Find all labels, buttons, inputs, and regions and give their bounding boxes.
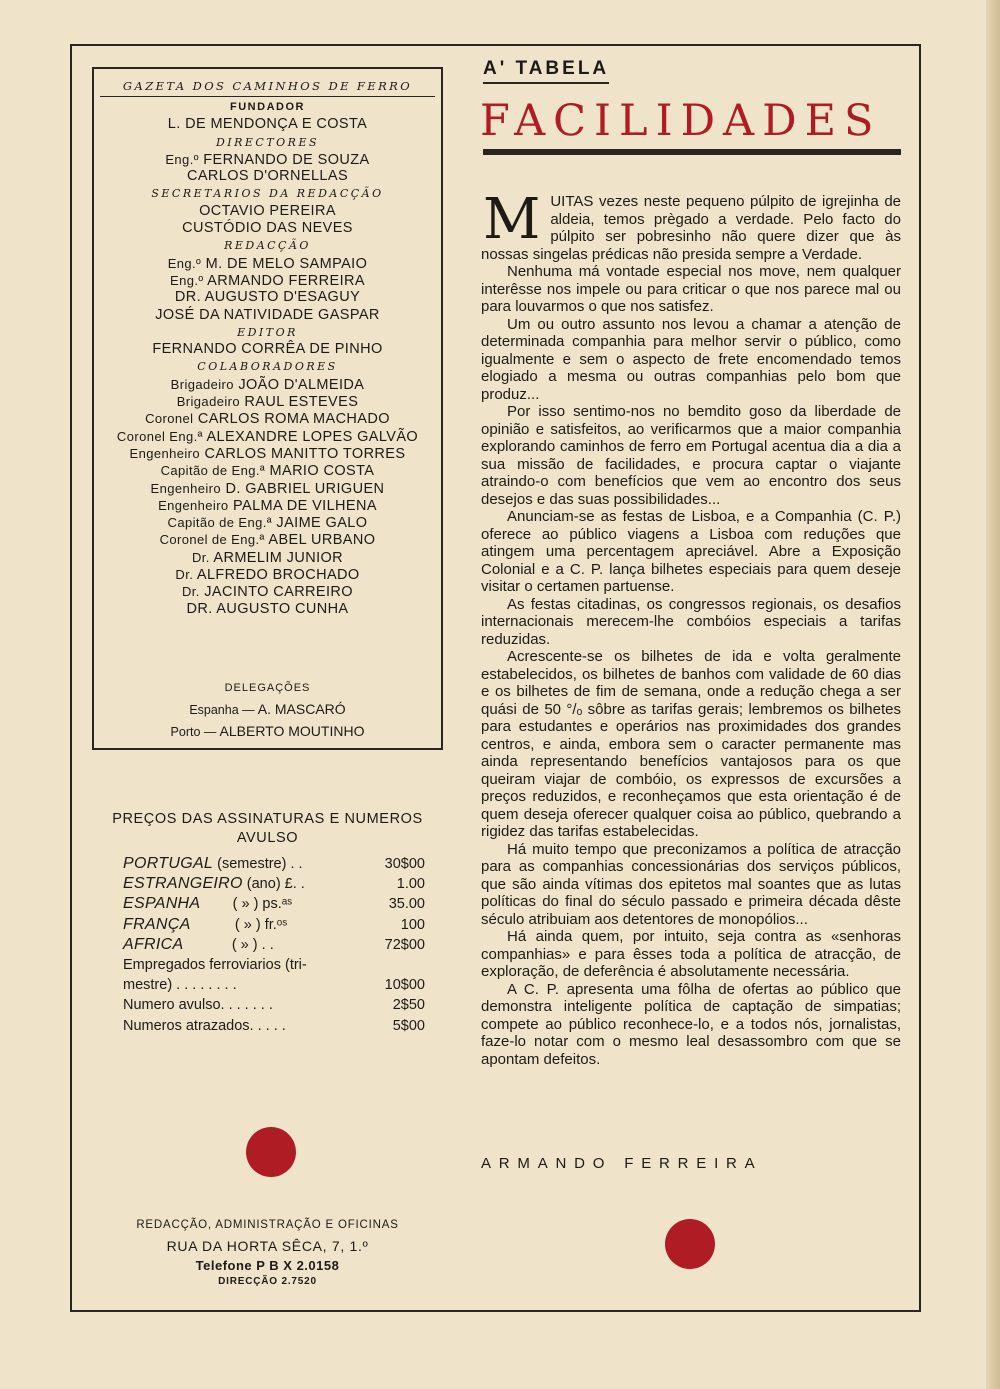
section-label: A' TABELA (483, 58, 609, 84)
price-row (123, 874, 425, 894)
masthead-staff-name (94, 272, 441, 289)
staff-text: FERNANDO CORRÊA DE PINHO (152, 341, 383, 358)
article-headline: FACILIDADES (480, 96, 882, 146)
paragraph-text: Anunciam-se as festas de Lisboa, e a Companhia (C. P.) oferece ao público viagens a Lisboa com reduções que atingem uma percentagem apreciável. Abre a Exposição Colonial e a C. P. lança bilhetes especiais para quem deseje visitar o certamen partuense. (481, 508, 901, 595)
price-period: ( » ) . . (183, 936, 274, 953)
staff-title-prefix: Capitão de Eng.ª (160, 463, 266, 479)
staff-text: MARIO COSTA (269, 463, 375, 480)
masthead-staff-name (94, 203, 441, 220)
staff-text: EDITOR (237, 325, 298, 339)
price-row (123, 995, 425, 1015)
article-paragraph (481, 403, 901, 508)
staff-text: CARLOS MANITTO TORRES (204, 445, 406, 462)
price-region: PORTUGAL (123, 855, 214, 872)
masthead-staff-name (94, 462, 441, 479)
price-value: 10$00 (384, 977, 425, 994)
price-period: mestre) . . . . . . . . (123, 977, 237, 994)
delegation-place: Porto — (170, 725, 217, 739)
staff-text: FUNDADOR (230, 101, 305, 113)
staff-text: L. DE MENDONÇA E COSTA (167, 116, 368, 133)
masthead-role-heading (94, 134, 441, 151)
article-paragraph (481, 648, 901, 841)
price-value: 1.00 (396, 876, 425, 893)
staff-title-prefix: Coronel (145, 411, 194, 427)
staff-title-prefix: Engenheiro (158, 497, 229, 513)
price-period: Empregados ferroviarios (tri- (123, 957, 307, 973)
masthead-staff-name (94, 566, 441, 583)
price-value: 100 (400, 916, 425, 933)
masthead-staff-name (94, 168, 441, 185)
staff-title-prefix: Engenheiro (129, 445, 201, 461)
masthead-staff-name (94, 445, 441, 462)
article-paragraph (481, 316, 901, 404)
price-label (123, 975, 237, 995)
price-label (123, 874, 305, 894)
price-label (123, 995, 273, 1015)
red-ornament-dot (665, 1219, 715, 1269)
masthead-staff-name (94, 289, 441, 306)
price-row (123, 854, 425, 874)
masthead-staff-name (94, 393, 441, 410)
delegation-line (92, 720, 443, 742)
paragraph-text: Há ainda quem, por intuito, seja contra as «senhoras companhias» e para êsses toda a política de atracção, de exploração, de deferência é absolutamente necessária. (481, 928, 901, 980)
masthead-staff-list (94, 99, 441, 618)
price-value: 35.00 (388, 896, 425, 913)
staff-title-prefix: Dr. (182, 584, 200, 600)
masthead-staff-name (94, 480, 441, 497)
price-row (123, 915, 425, 935)
masthead-staff-name (94, 255, 441, 272)
price-row (123, 955, 425, 975)
price-label (123, 935, 274, 955)
masthead-staff-name (94, 583, 441, 600)
staff-text: ALFREDO BROCHADO (196, 567, 360, 584)
article-paragraph (481, 596, 901, 649)
article-body (481, 187, 901, 1068)
staff-title-prefix: Dr. (191, 549, 210, 565)
staff-title-prefix: Eng.º (167, 255, 202, 271)
paragraph-text: Um ou outro assunto nos levou a chamar a atenção de determinada companhia para melhor servir o público, como igualmente e sem o aspecto de frete encomendado temos elogiado a mesma ou outras companhias pelo bom que produz... (481, 315, 901, 403)
staff-text: JOÃO D'ALMEIDA (238, 376, 365, 393)
price-row (123, 1016, 425, 1036)
price-region: FRANÇA (123, 915, 191, 933)
paragraph-text: Acrescente-se os bilhetes de ida e volta geralmente estabelecidos, os bilhetes de banhos com validade de 60 dias e os bilhetes de fim de semana, onde a redução chega a ser quási de 50 °/ₒ sôbre as tarifas gerais; lembremos os bilhetes para estudantes e operários nas proximidades dos grandes centros, e ainda, embora sem o caracter permanente mas ainda representando benefícios vantajosos para os que queiram viajar de combóio, os expressos de excursões a preços reduzidos, e reconheçamos que esta orientação é de quem deseja oferecer qualquer coisa ao público, quebrando a rigidez das tarifas estabelecidas. (481, 648, 901, 840)
price-row (123, 894, 425, 914)
headline-rule (483, 149, 901, 155)
price-period: (semestre) . . (213, 856, 303, 872)
staff-title-prefix: Brigadeiro (170, 376, 234, 392)
staff-text: JOSÉ DA NATIVIDADE GASPAR (155, 306, 380, 323)
staff-text: CUSTÓDIO DAS NEVES (182, 220, 353, 237)
price-period: ( » ) fr.ᵒˢ (190, 916, 288, 933)
paragraph-text: Por isso sentimo-nos no bemdito goso da liberdade de opinião e satisfeitos, ao verificarmos que a maior companhia explorando caminhos de ferro em Portugal acentua dia a dia a sua missão de facilidades, e procura captar o viajante atraindo-o com benefícios que vem ao encontro dos seus desejos e das suas possibilidades... (481, 403, 901, 508)
article-paragraph (481, 841, 901, 929)
staff-title-prefix: Eng.º (165, 151, 199, 167)
staff-text: SECRETARIOS DA REDACÇÃO (151, 187, 384, 201)
price-label (123, 854, 303, 874)
price-row (123, 935, 425, 955)
delegation-line (92, 698, 443, 720)
price-region: ESPANHA (123, 895, 201, 913)
masthead-role-heading (94, 185, 441, 202)
article-paragraph (481, 981, 901, 1069)
staff-text: CARLOS ROMA MACHADO (197, 411, 390, 428)
delegations (92, 678, 443, 742)
red-ornament-dot (246, 1127, 296, 1177)
price-value: 2$50 (392, 997, 425, 1014)
staff-text: DR. AUGUSTO D'ESAGUY (174, 289, 361, 306)
delegations-title: DELEGAÇÕES (224, 682, 311, 694)
price-period: Numero avulso. . . . . . . (123, 997, 273, 1014)
masthead-staff-name (94, 307, 441, 324)
masthead-role-heading (94, 324, 441, 341)
paragraph-text: UITAS vezes neste pequeno púlpito de igrejinha de aldeia, temos prègado a verdade. Pelo facto do púlpito ser pobresinho não quere dizer que às nossas singelas prédicas não presida sempre a Verdade. (481, 193, 901, 263)
staff-title-prefix: Engenheiro (150, 480, 222, 496)
staff-text: M. DE MELO SAMPAIO (205, 255, 368, 272)
masthead-staff-name (94, 601, 441, 618)
masthead-staff-name (94, 531, 441, 548)
staff-text: RAUL ESTEVES (244, 394, 359, 411)
footer-direction: DIRECÇÃO 2.7520 (218, 1276, 317, 1287)
masthead-role-heading (94, 358, 441, 375)
masthead-role-heading (94, 99, 441, 116)
staff-title-prefix: Coronel de Eng.ª (159, 532, 265, 548)
price-label (123, 955, 307, 975)
staff-text: COLABORADORES (197, 360, 338, 374)
staff-text: DR. AUGUSTO CUNHA (186, 600, 349, 617)
paragraph-text: Nenhuma má vontade especial nos move, nem qualquer interêsse nos impele ou para criticar o que nos parece mal ou para louvarmos o que nos satisfez. (481, 263, 901, 315)
price-value: 30$00 (384, 856, 425, 872)
masthead-staff-name (94, 549, 441, 566)
masthead-staff-name (94, 514, 441, 531)
delegation-name: ALBERTO MOUTINHO (219, 723, 365, 739)
article-paragraph (481, 928, 901, 981)
staff-text: JAIME GALO (276, 515, 368, 532)
masthead-title: GAZETA DOS CAMINHOS DE FERRO (100, 79, 435, 97)
article-paragraph (481, 508, 901, 596)
page-edge (986, 0, 1000, 1389)
masthead-staff-name (94, 151, 441, 168)
price-period: (ano) £. . (242, 876, 305, 893)
price-row (123, 975, 425, 995)
prices-title (92, 810, 443, 848)
prices-title-line-1: PREÇOS DAS ASSINATURAS E NUMEROS (112, 811, 423, 827)
staff-title-prefix: Coronel Eng.ª (116, 428, 203, 444)
staff-text: ALEXANDRE LOPES GALVÃO (206, 428, 419, 445)
drop-cap: M (483, 187, 541, 252)
masthead-staff-name (94, 220, 441, 237)
price-period: ( » ) ps.ᵃˢ (200, 896, 293, 913)
paragraph-text: Há muito tempo que preconizamos a política de atracção para as companhias concessionárias dos serviços públicos, que são ainda vítimas dos epitetos mal soantes que as lutas políticas do final do século passado e primeira década dêste século atribuiam aos detentores de monopólios... (481, 840, 901, 928)
staff-text: ARMANDO FERREIRA (207, 272, 365, 289)
masthead-role-heading (94, 237, 441, 254)
delegation-name: A. MASCARÓ (257, 701, 346, 717)
paragraph-text: A C. P. apresenta uma fôlha de ofertas ao público que demonstra inteligente política de captação de simpatias; compete ao público reconhece-lo, e a todos nós, jornalistas, faze-lo notar com o mesmo leal desassombro com que se apontam defeitos. (481, 980, 901, 1068)
price-region: ESTRANGEIRO (123, 875, 243, 893)
staff-text: ABEL URBANO (268, 532, 376, 549)
price-value: 5$00 (392, 1017, 425, 1034)
price-value: 72$00 (384, 936, 425, 953)
staff-text: FERNANDO DE SOUZA (203, 151, 370, 168)
masthead-staff-name (94, 116, 441, 133)
price-period: Numeros atrazados. . . . . (123, 1017, 286, 1034)
footer-street: RUA DA HORTA SÊCA, 7, 1.º (166, 1238, 369, 1254)
footer-address-heading: REDACÇÃO, ADMINISTRAÇÃO E OFICINAS (136, 1219, 399, 1231)
staff-title-prefix: Capitão de Eng.ª (167, 515, 272, 531)
staff-text: REDACÇÃO (224, 239, 311, 253)
staff-text: CARLOS D'ORNELLAS (186, 168, 349, 185)
staff-title-prefix: Dr. (175, 567, 194, 583)
staff-text: PALMA DE VILHENA (233, 497, 377, 514)
prices-title-line-2: AVULSO (236, 830, 299, 846)
staff-text: ARMELIM JUNIOR (213, 549, 344, 566)
masthead-box (92, 67, 443, 750)
paragraph-text: As festas citadinas, os congressos regionais, os desafios internacionais merecem-lhe combóios especiais a tarifas reduzidas. (481, 595, 901, 648)
masthead-staff-name (94, 376, 441, 393)
masthead-staff-name (94, 341, 441, 358)
masthead-staff-name (94, 497, 441, 514)
delegation-place: Espanha — (189, 703, 255, 717)
masthead-staff-name (94, 410, 441, 427)
staff-title-prefix: Eng.º (170, 272, 204, 288)
staff-text: D. GABRIEL URIGUEN (225, 480, 385, 497)
article-paragraph (481, 187, 901, 263)
article-author: ARMANDO FERREIRA (481, 1155, 763, 1172)
article-paragraph (481, 263, 901, 316)
staff-text: DIRECTORES (215, 135, 320, 149)
price-region: AFRICA (123, 935, 184, 953)
staff-title-prefix: Brigadeiro (176, 394, 240, 410)
footer-telephone: Telefone P B X 2.0158 (195, 1258, 340, 1273)
price-label (123, 1016, 286, 1036)
price-label (123, 894, 292, 914)
masthead-staff-name (94, 428, 441, 445)
staff-text: JACINTO CARREIRO (204, 584, 353, 601)
price-label (123, 915, 287, 935)
staff-text: OCTAVIO PEREIRA (199, 202, 336, 219)
